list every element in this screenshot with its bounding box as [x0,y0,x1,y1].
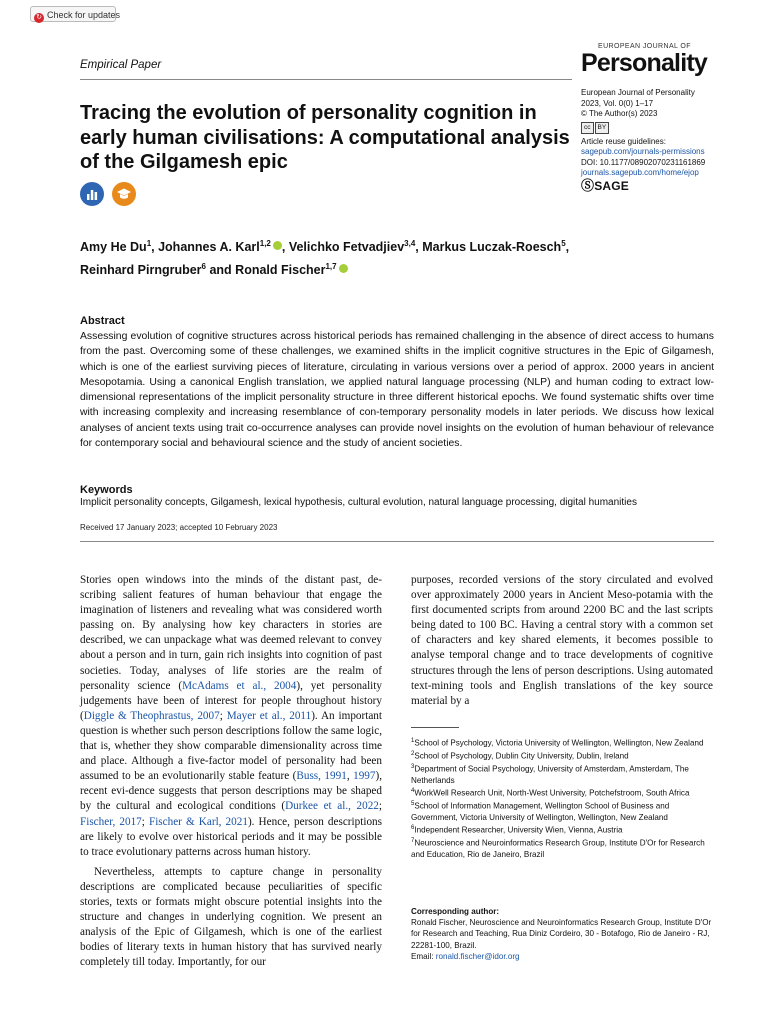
author-affiliation-sup: 1 [146,239,152,248]
affiliation-number: 1 [411,738,415,744]
cc-license-badge[interactable] [581,122,741,134]
author-separator: , [415,240,423,255]
body-left-column [80,573,382,970]
citation-mcadams[interactable]: McAdams et al., 2004 [182,679,297,692]
affiliations [411,736,717,860]
body-paragraph-1: Stories open windows into the minds of the distant past, de-scribing salient features of human behaviour that engage the imagination of listeners and revealing what was considered worth passing on. By analysing how key characters in stories are described, we can unpackage what was deemed relevant to convey about a person and in turn, gain rich insights into cognition of past societies. Today, analyses of life stories are the realm of personality science (McAdams et al., 2004), yet personality judgements have been of interest for people throughout history (Diggle & Theophrastus, 2007; Mayer et al., 2011). An important question is whether such person descriptions follow the same logic, that is, whether they show comparable dimensionality across time and place. Although a five-factor model of personality had been assumed to be an evolutionarily stable feature (Buss, 1991, 1997), recent evi-dence suggests that person descriptions may be shaped by the cultural and ecological conditions (Durkee et al., 2022; Fischer, 2017; Fischer & Karl, 2021). Hence, person descriptions are likely to evolve over historical periods and it may be possible to trace evolutionary patterns across human history. [80,574,383,858]
citation-diggle[interactable]: Diggle & Theophrastus, 2007 [83,709,220,722]
cc-icon: cc [581,122,594,134]
body-paragraph-2: Nevertheless, attempts to capture change in personality descriptions are complicated because peculiarities of specific stories, texts or formats might obscure potential insights into the structure and changes in underlying cognition. We present an analysis of the Epic of Gilgamesh, which is one of the earliest bodies of literary texts in human history that has survived nearly completely till today. Importantly, for our [80,865,382,969]
citation-mayer[interactable]: Mayer et al., 2011 [226,709,312,722]
email-link[interactable]: ronald.fischer@idor.org [435,951,520,961]
citation-fischer[interactable]: Fischer, 2017 [80,815,142,828]
materials-badge-icon[interactable] [112,182,136,206]
paper-type: Empirical Paper [80,59,162,71]
affiliation-text: Department of Social Psychology, University of Amsterdam, Amsterdam, The Netherlands [411,764,689,785]
corresponding-text: Ronald Fischer, Neuroscience and Neuroinformatics Research Group, Institute D'Or for Research and Teaching, Rua Diniz Cordeiro, 30 - Botafogo, Rio de Janeiro - RJ, 22281-100, Brazil. [411,918,712,950]
volume-line: 2023, Vol. 0(0) 1–17 [581,98,654,108]
abstract-heading: Abstract [80,315,125,327]
reuse-label: Article reuse guidelines: [581,136,666,146]
affiliation-text: Independent Researcher, University Wien, Vienna, Austria [414,825,623,835]
reuse-link[interactable]: sagepub.com/journals-permissions [581,147,705,156]
affiliation-item [411,736,717,749]
affiliation-number: 3 [411,763,415,770]
affiliation-text: Neuroscience and Neuroinformatics Research Group, Institute D'Or for Research and Education, Rio de Janeiro, Brazil [411,838,705,859]
affiliation-text: School of Psychology, Victoria University of Wellington, Wellington, New Zealand [414,738,704,748]
header-divider [80,79,572,80]
citation-fischer-karl[interactable]: Fischer & Karl, 2021 [148,815,248,828]
check-for-updates-label: Check for updates [47,10,121,20]
affiliation-number: 7 [411,837,415,844]
author-affiliation-sup: 5 [561,239,566,248]
corresponding-email-line: Email: ronald.fischer@idor.org [411,951,520,961]
check-for-updates-badge[interactable] [30,6,121,22]
affiliation-number: 2 [411,750,415,757]
copyright-line: © The Author(s) 2023 [581,109,658,118]
affiliation-item [411,836,717,860]
affiliation-item [411,799,717,823]
author-affiliation-sup: 6 [201,262,206,272]
author-affiliation-sup: 3,4 [404,239,416,248]
citation-buss-1991[interactable]: Buss, 1991 [296,770,347,783]
sage-circle-icon: Ⓢ [581,177,595,193]
refresh-icon: ↻ [34,13,44,23]
citation-buss-1997[interactable]: 1997 [353,770,376,783]
orcid-icon[interactable] [339,264,348,273]
author-name[interactable]: Amy He Du [80,240,147,255]
author-list [80,234,700,280]
affiliation-text: School of Psychology, Dublin City University, Dublin, Ireland [414,751,629,761]
corresponding-heading: Corresponding author: [411,907,500,916]
corresponding-author [411,906,717,962]
body-right-column: purposes, recorded versions of the story circulated and evolved over approximately 2000 years in Ancient Meso-potamia with the first documented scripts from around 2200 BC and the last scripts being dated to 100 BC. Having a central story with a common set of characters and key shared elements, it becomes possible to analyse temporal change and to trace developments of cognitive structures through the lens of person descriptions. Using automated text-mining tools and English translations of the key source material by a [411,574,713,707]
affiliation-text: WorkWell Research Unit, North-West University, Potchefstroom, South Africa [414,788,690,798]
author-separator: , [151,240,159,255]
author-name[interactable]: Johannes A. Karl [158,240,260,255]
author-name[interactable]: Velichko Fetvadjiev [288,240,405,255]
author-separator: , [565,240,570,255]
journal-logo: Personality [581,49,707,77]
abstract-text: Assessing evolution of cognitive structures across historical periods has remained challenging in the absence of direct access to humans from the past. Overcoming some of these challenges, we examined shifts in the implicit cognitive structures in the Epic of Gilgamesh, which is one of the earliest surviving pieces of literature, circulating in various versions over a period of approx. 2000 years in ancient Mesopotamia. Using a canonical English translation, we applied natural language processing (NLP) and human coding to extract low-dimensional representations of the implicit personality structure in three different historical epochs. We found systematic shifts over time with increasing complexity and increasing resemblance of con-temporary personality models in later periods. We discuss how lexical analyses of ancient texts using trait co-occurrence analyses can provide novel insights on the evolution of human behaviour of relevance for contemporary social and behavioural science and the study of ancient societies. [80,331,714,450]
data-badge-icon[interactable] [80,182,104,206]
author-affiliation-sup: 1,7 [325,262,337,272]
journal-line: European Journal of Personality [581,88,695,97]
journal-prefix: EUROPEAN JOURNAL OF [598,43,691,50]
received-dates: Received 17 January 2023; accepted 10 February 2023 [80,523,278,532]
publisher-logo [581,177,741,193]
affiliation-text: School of Information Management, Wellington School of Business and Government, Victoria University of Wellington, Wellington, New Zealand [411,801,670,822]
affiliation-item [411,749,717,762]
author-name[interactable]: Reinhard Pirngruber [80,263,202,278]
citation-durkee[interactable]: Durkee et al., 2022 [285,800,379,813]
footnote-divider [411,727,459,728]
author-separator: and [206,263,236,278]
orcid-icon[interactable] [273,241,282,250]
section-divider [80,541,714,542]
affiliation-number: 5 [411,800,415,807]
author-name[interactable]: Ronald Fischer [235,263,326,278]
author-name[interactable]: Markus Luczak-Roesch [422,240,562,255]
affiliation-number: 4 [411,787,415,794]
article-title: Tracing the evolution of personality cognition in early human civilisations: A computational analysis of the Gilgamesh epic [80,102,570,173]
publisher-name: SAGE [594,178,630,193]
article-metadata [581,88,741,191]
journal-url[interactable]: journals.sagepub.com/home/ejop [581,168,699,177]
doi[interactable]: DOI: 10.1177/08902070231161869 [581,157,706,167]
author-separator: , [281,240,289,255]
by-icon: BY [595,122,610,134]
keywords-text: Implicit personality concepts, Gilgamesh, lexical hypothesis, cultural evolution, natural language processing, digital humanities [80,497,637,508]
affiliation-item [411,786,717,799]
affiliation-item [411,762,717,786]
affiliation-number: 6 [411,824,415,831]
author-affiliation-sup: 1,2 [259,239,271,248]
keywords-heading: Keywords [80,484,133,496]
affiliation-item [411,823,717,836]
